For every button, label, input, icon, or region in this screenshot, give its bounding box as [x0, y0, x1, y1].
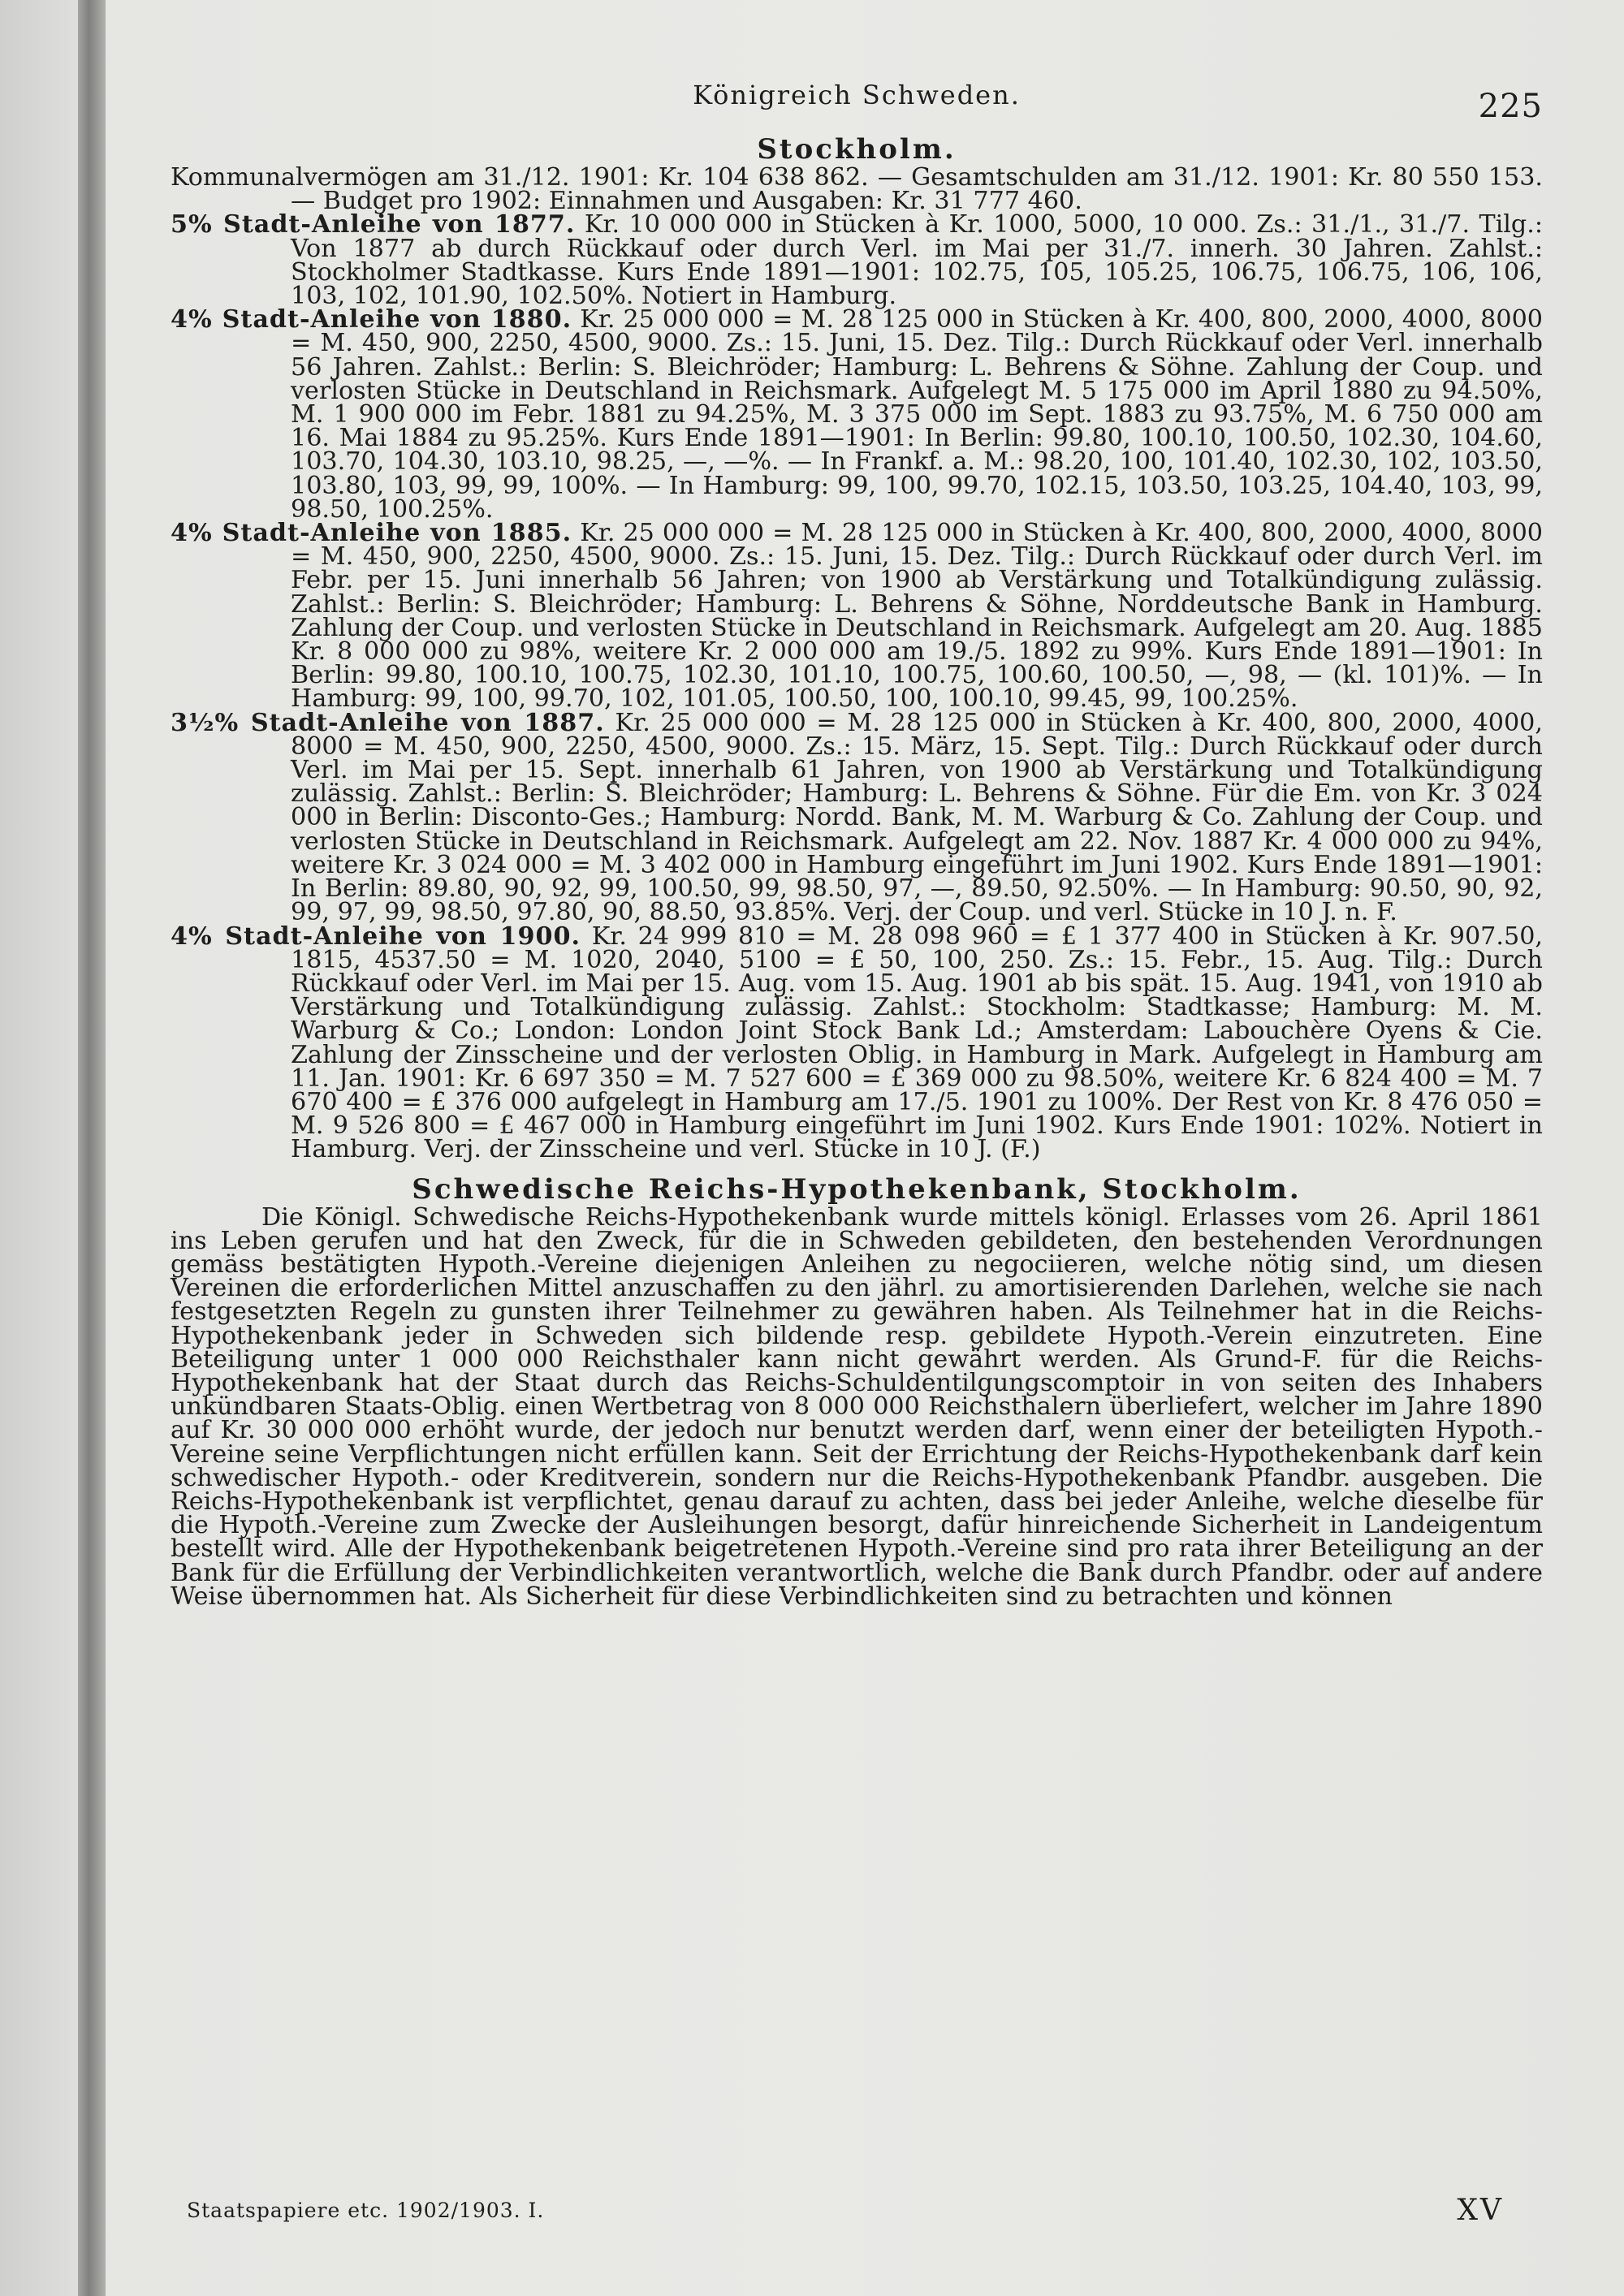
- loan-entry: [171, 519, 1543, 714]
- page-header: [171, 65, 1543, 133]
- loan-text: Kr. 24 999 810 = M. 28 098 960 = £ 1 377 400 in Stücken à Kr. 907.50, 1815, 4537.50 = M. 1020, 2040, 5100 = £ 50, 100, 250. Zs.: 15. Febr., 15. Aug. Tilg.: Durch Rückkauf oder Verl. im Mai per 15. Aug. vom 15. Aug. 1901 ab bis spät. 15. Aug. 1941, von 1910 ab Verstärkung und Totalkündigung zulässig. Zahlst.: Stockholm: Stadtkasse; Hamburg: M. M. Warburg & Co.; London: London Joint Stock Bank Ld.; Amsterdam: Labouchère Oyens & Cie. Zahlung der Zinsscheine und der verlosten Oblig. in Hamburg in Mark. Aufgelegt in Hamburg am 11. Jan. 1901: Kr. 6 697 350 = M. 7 527 600 = £ 369 000 zu 98.50%, weitere Kr. 6 824 400 = M. 7 670 400 = £ 376 000 aufgelegt in Hamburg am 17./5. 1901 zu 100%. Der Rest von Kr. 8 476 050 = M. 9 526 800 = £ 467 000 in Hamburg eingeführt im Juni 1902. Kurs Ende 1901: 102%. Notiert in Hamburg. Verj. der Zinsscheine und verl. Stücke in 10 J. (F.): [291, 921, 1543, 1164]
- loan-title: 5% Stadt-Anleihe von 1877.: [171, 210, 576, 240]
- loan-text: Kr. 25 000 000 = M. 28 125 000 in Stücken à Kr. 400, 800, 2000, 4000, 8000 = M. 450, 900, 2250, 4500, 9000. Zs.: 15. Juni, 15. Dez. Tilg.: Durch Rückkauf oder Verl. innerhalb 56 Jahren. Zahlst.: Berlin: S. Bleichröder; Hamburg: L. Behrens & Söhne. Zahlung der Coup. und verlosten Stücke in Deutschland in Reichsmark. Aufgelegt M. 5 175 000 im April 1880 zu 94.50%, M. 1 900 000 im Febr. 1881 zu 94.25%, M. 3 375 000 im Sept. 1883 zu 93.75%, M. 6 750 000 am 16. Mai 1884 zu 95.25%. Kurs Ende 1891—1901: In Berlin: 99.80, 100.10, 100.50, 102.30, 104.60, 103.70, 104.30, 103.10, 98.25, —, —%. — In Frankf. a. M.: 98.20, 100, 101.40, 102.30, 102, 103.50, 103.80, 103, 99, 99, 100%. — In Hamburg: 99, 100, 99.70, 102.15, 103.50, 103.25, 104.40, 103, 99, 98.50, 100.25%.: [291, 305, 1543, 524]
- loan-entry: [171, 210, 1543, 311]
- bank-description-paragraph: Die Königl. Schwedische Reichs-Hypothekenbank wurde mittels königl. Erlasses vom 26. April 1861 ins Leben gerufen und hat den Zweck, für die in Schweden gebildeten, den bestehenden Verordnungen gemäss bestätigten Hypoth.-Vereine diejenigen Anleihen zu negociieren, welche nötig sind, um diesen Vereinen die erforderlichen Mittel anzuschaffen zu den jährl. zu amortisierenden Darlehen, welche sie nach festgesetzten Regeln zu gunsten ihrer Teilnehmer zu gewähren haben. Als Teilnehmer hat in die Reichs-Hypothekenbank jeder in Schweden sich bildende resp. gebildete Hypoth.-Verein einzutreten. Eine Beteiligung unter 1 000 000 Reichsthaler kann nicht gewährt werden. Als Grund-F. für die Reichs-Hypothekenbank hat der Staat durch das Reichs-Schuldentilgungscomptoir in von seiten des Inhabers unkündbaren Staats-Oblig. einen Wertbetrag von 8 000 000 Reichsthalern überliefert, welcher im Jahre 1890 auf Kr. 30 000 000 erhöht wurde, der jedoch nur benutzt werden darf, wenn einer der beteiligten Hypoth.-Vereine seine Verpflichtungen nicht erfüllen kann. Seit der Errichtung der Reichs-Hypothekenbank darf kein schwedischer Hypoth.- oder Kreditverein, sondern nur die Reichs-Hypothekenbank Pfandbr. ausgeben. Die Reichs-Hypothekenbank ist verpflichtet, genau darauf zu achten, dass bei jeder Anleihe, welche dieselbe für die Hypoth.-Vereine zum Zwecke der Ausleihungen besorgt, dafür hinreichende Sicherheit in Landeigentum bestellt wird. Alle der Hypothekenbank beigetretenen Hypoth.-Vereine sind pro rata ihrer Beteiligung an der Bank für die Erfüllung der Verbindlichkeiten verantwortlich, welche die Bank durch Pfandbr. oder auf andere Weise übernommen hat. Als Sicherheit für diese Verbindlichkeiten sind zu betrachten und können: [171, 1202, 1543, 1611]
- loan-text: Kr. 25 000 000 = M. 28 125 000 in Stücken à Kr. 400, 800, 2000, 4000, 8000 = M. 450, 900, 2250, 4500, 9000. Zs.: 15. März, 15. Sept. Tilg.: Durch Rückkauf oder durch Verl. im Mai per 15. Sept. innerhalb 61 Jahren, von 1900 ab Verstärkung und Totalkündigung zulässig. Zahlst.: Berlin: S. Bleichröder; Hamburg: L. Behrens & Söhne. Für die Em. von Kr. 3 024 000 in Berlin: Disconto-Ges.; Hamburg: Nordd. Bank, M. M. Warburg & Co. Zahlung der Coup. und verlosten Stücke in Deutschland in Reichsmark. Aufgelegt am 22. Nov. 1887 Kr. 4 000 000 zu 94%, weitere Kr. 3 024 000 = M. 3 402 000 in Hamburg eingeführt im Juni 1902. Kurs Ende 1891—1901: In Berlin: 89.80, 90, 92, 99, 100.50, 99, 98.50, 97, —, 89.50, 92.50%. — In Hamburg: 90.50, 90, 92, 99, 97, 99, 98.50, 97.80, 90, 88.50, 93.85%. Verj. der Coup. und verl. Stücke in 10 J. n. F.: [291, 708, 1543, 927]
- loan-title: 4% Stadt-Anleihe von 1900.: [171, 921, 581, 951]
- signature-mark: XV: [1457, 2194, 1504, 2227]
- book-spine-shadow: [78, 0, 106, 2296]
- loan-title: 4% Stadt-Anleihe von 1880.: [171, 305, 572, 334]
- loan-title: 3½% Stadt-Anleihe von 1887.: [171, 708, 605, 737]
- page-footer: [187, 2194, 1551, 2239]
- source-line: Staatspapiere etc. 1902/1903. I.: [187, 2199, 545, 2222]
- section-heading-reichs-hypothekenbank: Schwedische Reichs-Hypothekenbank, Stockholm.: [412, 1172, 1302, 1206]
- loan-title: 4% Stadt-Anleihe von 1885.: [171, 519, 572, 548]
- loan-entry: [171, 921, 1543, 1164]
- page-content: [171, 65, 1543, 1611]
- loan-entry: [171, 305, 1543, 524]
- intro-paragraph: Kommunalvermögen am 31./12. 1901: Kr. 104 638 862. — Gesamtschulden am 31./12. 1901: Kr. 80 550 153. — Budget pro 1902: Einnahmen und Ausgaben: Kr. 31 777 460.: [171, 163, 1543, 216]
- running-title: Königreich Schweden.: [693, 80, 1021, 110]
- section-heading-stockholm: Stockholm.: [757, 133, 957, 166]
- loan-text: Kr. 25 000 000 = M. 28 125 000 in Stücken à Kr. 400, 800, 2000, 4000, 8000 = M. 450, 900, 2250, 4500, 9000. Zs.: 15. Juni, 15. Dez. Tilg.: Durch Rückkauf oder durch Verl. im Febr. per 15. Juni innerhalb 56 Jahren; von 1900 ab Verstärkung und Totalkündigung zulässig. Zahlst.: Berlin: S. Bleichröder; Hamburg: L. Behrens & Söhne, Norddeutsche Bank in Hamburg. Zahlung der Coup. und verlosten Stücke in Deutschland in Reichsmark. Aufgelegt am 20. Aug. 1885 Kr. 8 000 000 zu 98%, weitere Kr. 2 000 000 am 19./5. 1892 zu 99%. Kurs Ende 1891—1901: In Berlin: 99.80, 100.10, 100.75, 102.30, 101.10, 100.75, 100.60, 100.50, —, 98, — (kl. 101)%. — In Hamburg: 99, 100, 99.70, 102, 101.05, 100.50, 100, 100.10, 99.45, 99, 100.25%.: [291, 519, 1543, 714]
- loan-entry: [171, 708, 1543, 927]
- page-number: 225: [1478, 88, 1543, 125]
- loan-text: Kr. 10 000 000 in Stücken à Kr. 1000, 5000, 10 000. Zs.: 31./1., 31./7. Tilg.: Von 1877 ab durch Rückkauf oder durch Verl. im Mai per 31./7. innerh. 30 Jahren. Zahlst.: Stockholmer Stadtkasse. Kurs Ende 1891—1901: 102.75, 105, 105.25, 106.75, 106.75, 106, 106, 103, 102, 101.90, 102.50%. Notiert in Hamburg.: [291, 210, 1543, 311]
